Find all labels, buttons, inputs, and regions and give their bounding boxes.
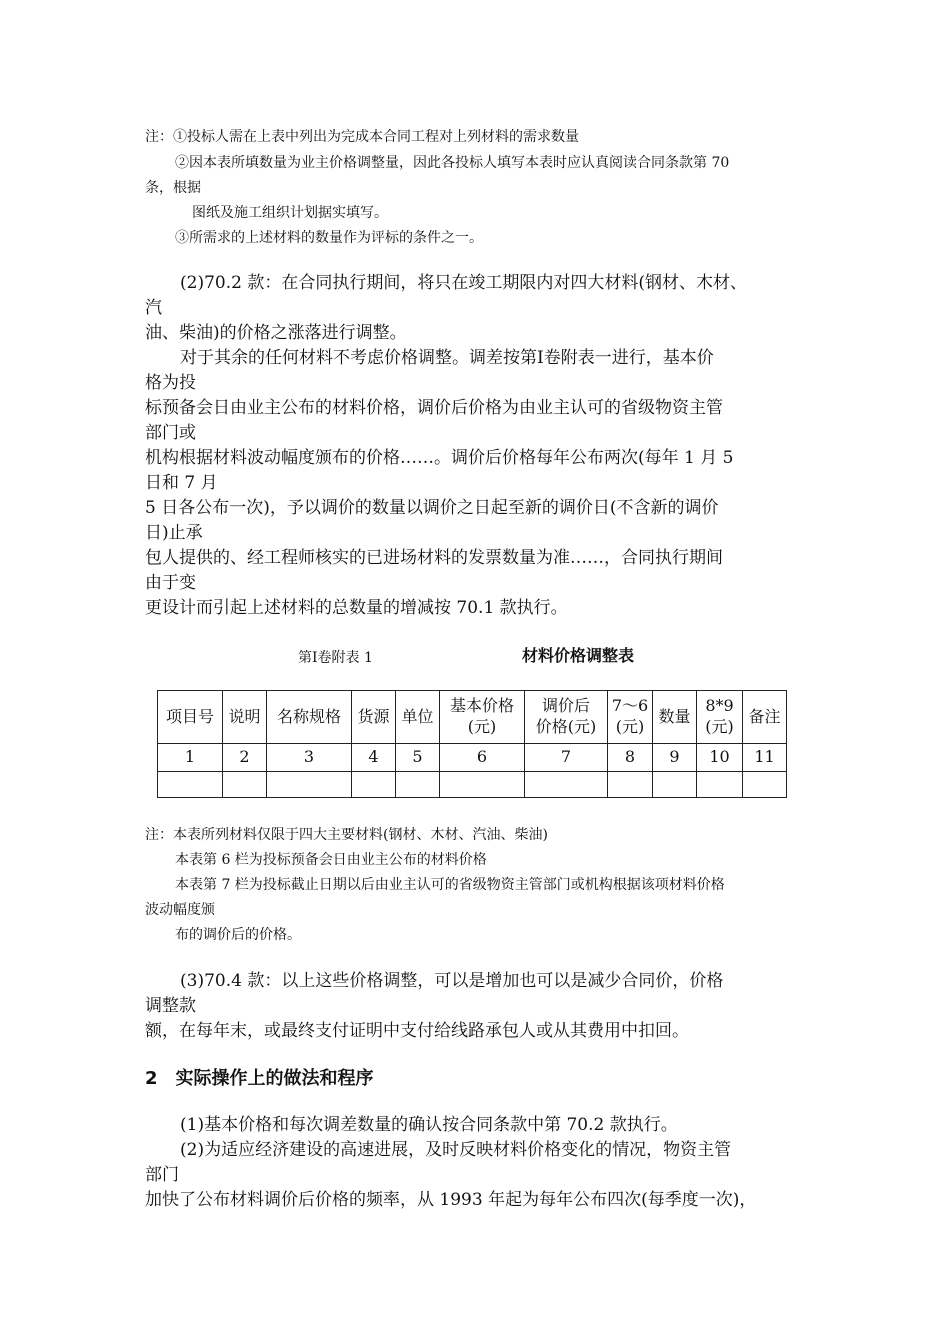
para2-line4: 对于其余的任何材料不考虑价格调整。调差按第Ⅰ卷附表一进行，基本价: [180, 348, 714, 368]
empty-cell: [396, 772, 440, 798]
para2-line3: 油、柴油)的价格之涨落进行调整。: [145, 323, 407, 343]
note2-line2: 本表第 6 栏为投标预备会日由业主公布的材料价格: [175, 852, 487, 868]
header-cell: 货源: [352, 691, 396, 744]
empty-cell: [525, 772, 608, 798]
number-cell: 10: [697, 744, 743, 772]
empty-cell: [223, 772, 267, 798]
table-ref: 第Ⅰ卷附表 1: [298, 650, 373, 666]
number-cell: 8: [608, 744, 653, 772]
empty-cell: [352, 772, 396, 798]
note1-line2: ②因本表所填数量为业主价格调整量，因此各投标人填写本表时应认真阅读合同条款第 70: [175, 155, 730, 171]
section2-heading: 2 实际操作上的做法和程序: [145, 1068, 374, 1089]
table-header-row: [158, 691, 787, 744]
note2-line5: 布的调价后的价格。: [175, 927, 301, 943]
empty-cell: [267, 772, 352, 798]
header-cell: 数量: [653, 691, 697, 744]
note2-line1: 注：本表所列材料仅限于四大主要材料(钢材、木材、汽油、柴油): [145, 827, 548, 843]
note1-line5: ③所需求的上述材料的数量作为评标的条件之一。: [175, 230, 483, 246]
header-cell: 单位: [396, 691, 440, 744]
table-empty-row: [158, 772, 787, 798]
para3-line2: 调整款: [145, 996, 196, 1016]
header-cell: 项目号: [158, 691, 223, 744]
note1-line4: 图纸及施工组织计划据实填写。: [192, 205, 388, 221]
empty-cell: [653, 772, 697, 798]
header-cell: 名称规格: [267, 691, 352, 744]
para3-line3: 额，在每年末，或最终支付证明中支付给线路承包人或从其费用中扣回。: [145, 1021, 689, 1041]
para2-line9: 日和 7 月: [145, 473, 218, 493]
para2-line6: 标预备会日由业主公布的材料价格，调价后价格为由业主认可的省级物资主管: [145, 398, 723, 418]
para2-line12: 包人提供的、经工程师核实的已进场材料的发票数量为准……，合同执行期间: [145, 548, 723, 568]
header-cell: 调价后 价格(元): [525, 691, 608, 744]
note2-line3: 本表第 7 栏为投标截止日期以后由业主认可的省级物资主管部门或机构根据该项材料价格: [175, 877, 725, 893]
para3-line1: (3)70.4 款：以上这些价格调整，可以是增加也可以是减少合同价，价格: [180, 971, 724, 991]
section2-line3: 部门: [145, 1165, 179, 1185]
number-cell: 4: [352, 744, 396, 772]
header-cell: 7～6 (元): [608, 691, 653, 744]
section2-line1: (1)基本价格和每次调差数量的确认按合同条款中第 70.2 款执行。: [180, 1115, 678, 1135]
section2-line4: 加快了公布材料调价后价格的频率，从 1993 年起为每年公布四次(每季度一次)，: [145, 1190, 757, 1210]
table-title: 材料价格调整表: [522, 646, 635, 665]
para2-line8: 机构根据材料波动幅度颁布的价格……。调价后价格每年公布两次(每年 1 月 5: [145, 448, 734, 468]
para2-line5: 格为投: [145, 373, 196, 393]
note2-line4: 波动幅度颁: [145, 902, 215, 918]
number-cell: 7: [525, 744, 608, 772]
number-cell: 9: [653, 744, 697, 772]
note1-line3: 条，根据: [145, 180, 201, 196]
header-cell: 说明: [223, 691, 267, 744]
price-adjustment-table: [157, 690, 787, 798]
number-cell: 6: [440, 744, 525, 772]
empty-cell: [697, 772, 743, 798]
empty-cell: [440, 772, 525, 798]
empty-cell: [158, 772, 223, 798]
header-cell: 基本价格 (元): [440, 691, 525, 744]
note1-line1: 注：①投标人需在上表中列出为完成本合同工程对上列材料的需求数量: [145, 129, 579, 145]
header-cell: 8*9 (元): [697, 691, 743, 744]
section2-line2: (2)为适应经济建设的高速进展，及时反映材料价格变化的情况，物资主管: [180, 1140, 732, 1160]
para2-line14: 更设计而引起上述材料的总数量的增减按 70.1 款执行。: [145, 598, 568, 618]
empty-cell: [608, 772, 653, 798]
para2-line10: 5 日各公布一次)，予以调价的数量以调价之日起至新的调价日(不含新的调价: [145, 498, 719, 518]
para2-line1: (2)70.2 款：在合同执行期间，将只在竣工期限内对四大材料(钢材、木材、: [180, 273, 747, 293]
para2-line7: 部门或: [145, 423, 196, 443]
number-cell: 5: [396, 744, 440, 772]
empty-cell: [743, 772, 787, 798]
number-cell: 11: [743, 744, 787, 772]
number-cell: 1: [158, 744, 223, 772]
number-cell: 3: [267, 744, 352, 772]
para2-line13: 由于变: [145, 573, 196, 593]
header-cell: 备注: [743, 691, 787, 744]
para2-line11: 日)止承: [145, 523, 203, 543]
para2-line2: 汽: [145, 298, 162, 318]
number-cell: 2: [223, 744, 267, 772]
table-number-row: [158, 744, 787, 772]
